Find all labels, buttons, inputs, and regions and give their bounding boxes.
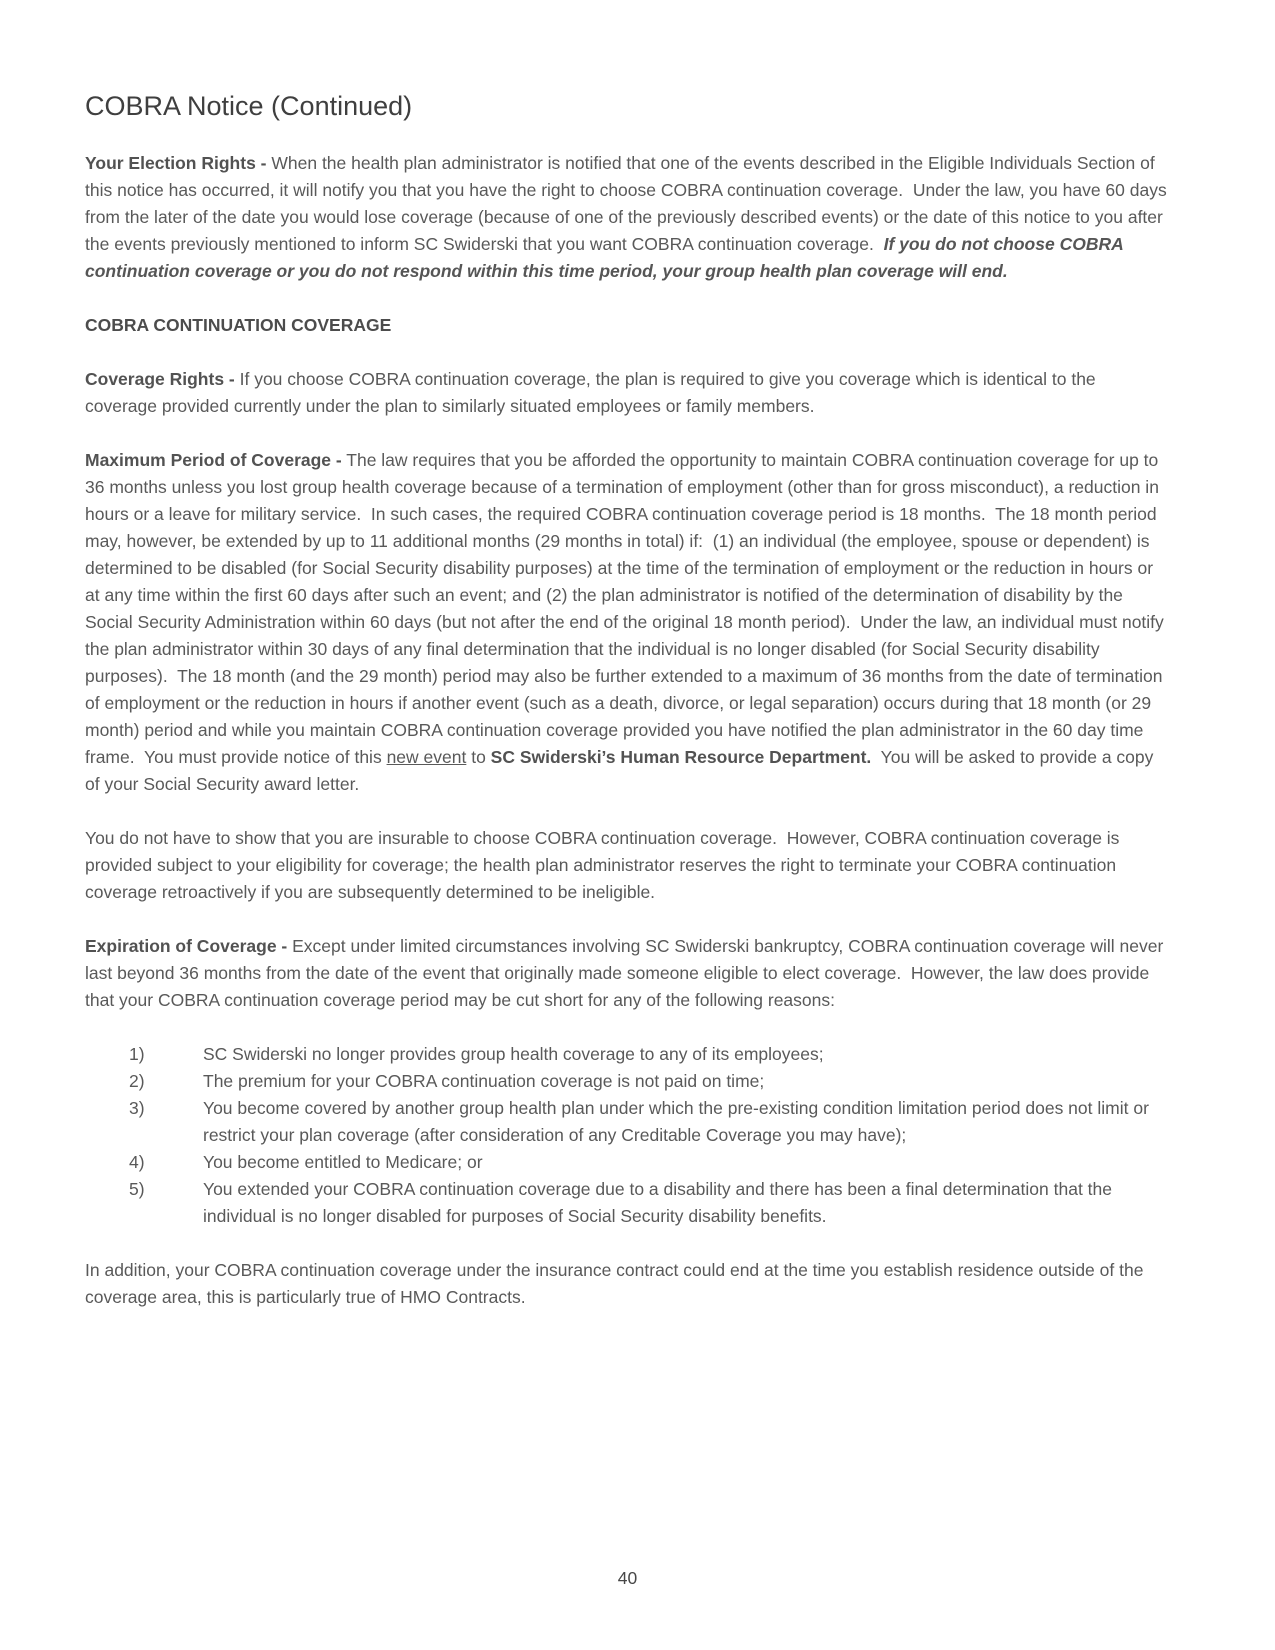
list-item-number: 3) [129,1098,145,1118]
maximum-period-underlined-new-event: new event [386,747,467,767]
paragraph-expiration [85,933,1170,1014]
list-item-text: You become covered by another group health plan under which the pre-existing condition limitation period does not limit or restrict your plan coverage (after consideration of any Creditable Coverage you may have); [203,1098,1154,1145]
list-item [85,1176,1170,1230]
maximum-period-hr-department-bold: SC Swiderski’s Human Resource Department. [490,747,872,767]
list-item-number: 1) [129,1044,145,1064]
paragraph-insurable: You do not have to show that you are insurable to choose COBRA continuation coverage. However, COBRA continuation coverage is provided subject to your eligibility for coverage; the health plan administrator reserves the right to terminate your COBRA continuation coverage retroactively if you are subsequently determined to be ineligible. [85,828,1125,902]
election-rights-lead: Your Election Rights - [85,153,267,173]
list-item [85,1095,1170,1149]
termination-reasons-list [85,1041,1170,1230]
maximum-period-body-1: The law requires that you be afforded the opportunity to maintain COBRA continuation coverage for up to 36 months unless you lost group health coverage because of a termination of employment (other than for gross misconduct), a reduction in hours or a leave for military service. In such cases, the required COBRA continuation coverage period is 18 months. The 18 month period may, however, be extended by up to 11 additional months (29 months in total) if: (1) an individual (the employee, spouse or dependent) is determined to be disabled (for Social Security disability purposes) at the time of the termination of employment or the reduction in hours or at any time within the first 60 days after such an event; and (2) the plan administrator is notified of the determination of disability by the Social Security Administration within 60 days (but not after the end of the original 18 month period). Under the law, an individual must notify the plan administrator within 30 days of any final determination that the individual is no longer disabled (for Social Security disability purposes). The 18 month (and the 29 month) period may also be further extended to a maximum of 36 months from the date of termination of employment or the reduction in hours if another event (such as a death, divorce, or legal separation) occurs during that 18 month (or 29 month) period and while you maintain COBRA continuation coverage provided you have notified the plan administrator in the 60 day time frame. You must provide notice of this [85,450,1169,767]
expiration-lead: Expiration of Coverage - [85,936,288,956]
maximum-period-body-2: to [466,747,491,767]
coverage-rights-body: If you choose COBRA continuation coverage, the plan is required to give you coverage which is identical to the coverage provided currently under the plan to similarly situated employees or family members. [85,369,1101,416]
coverage-rights-lead: Coverage Rights - [85,369,235,389]
election-rights-body: When the health plan administrator is notified that one of the events described in the Eligible Individuals Section of this notice has occurred, it will notify you that you have the right to choose COBRA continuation coverage. Under the law, you have 60 days from the later of the date you would lose coverage (because of one of the previously described events) or the date of this notice to you after the events previously mentioned to inform SC Swiderski that you want COBRA continuation coverage. [85,153,1172,254]
list-item [85,1068,1170,1095]
maximum-period-lead: Maximum Period of Coverage - [85,450,342,470]
page-number: 40 [617,1568,638,1588]
list-item-text: You extended your COBRA continuation coverage due to a disability and there has been a final determination that the individual is no longer disabled for purposes of Social Security disability benefits. [203,1179,1117,1226]
list-item-number: 4) [129,1152,145,1172]
list-item-text: The premium for your COBRA continuation coverage is not paid on time; [203,1071,765,1091]
list-item [85,1149,1170,1176]
list-item-text: You become entitled to Medicare; or [203,1152,483,1172]
paragraph-maximum-period [85,447,1170,798]
document-title: COBRA Notice (Continued) [85,91,413,121]
section-heading-cobra-continuation-coverage: COBRA CONTINUATION COVERAGE [85,315,392,335]
list-item-number: 2) [129,1071,145,1091]
list-item [85,1041,1170,1068]
paragraph-election-rights [85,150,1170,285]
paragraph-coverage-rights [85,366,1170,420]
election-rights-emphasis: If you do not choose COBRA continuation coverage or you do not respond within this time period, your group health plan coverage will end. [85,234,1128,281]
list-item-text: SC Swiderski no longer provides group health coverage to any of its employees; [203,1044,824,1064]
list-item-number: 5) [129,1179,145,1199]
maximum-period-body-3: You will be asked to provide a copy of your Social Security award letter. [85,747,1159,794]
paragraph-in-addition: In addition, your COBRA continuation coverage under the insurance contract could end at the time you establish residence outside of the coverage area, this is particularly true of HMO Contracts. [85,1260,1149,1307]
expiration-body: Except under limited circumstances involving SC Swiderski bankruptcy, COBRA continuation coverage will never last beyond 36 months from the date of the event that originally made someone eligible to elect coverage. However, the law does provide that your COBRA continuation coverage period may be cut short for any of the following reasons: [85,936,1169,1010]
